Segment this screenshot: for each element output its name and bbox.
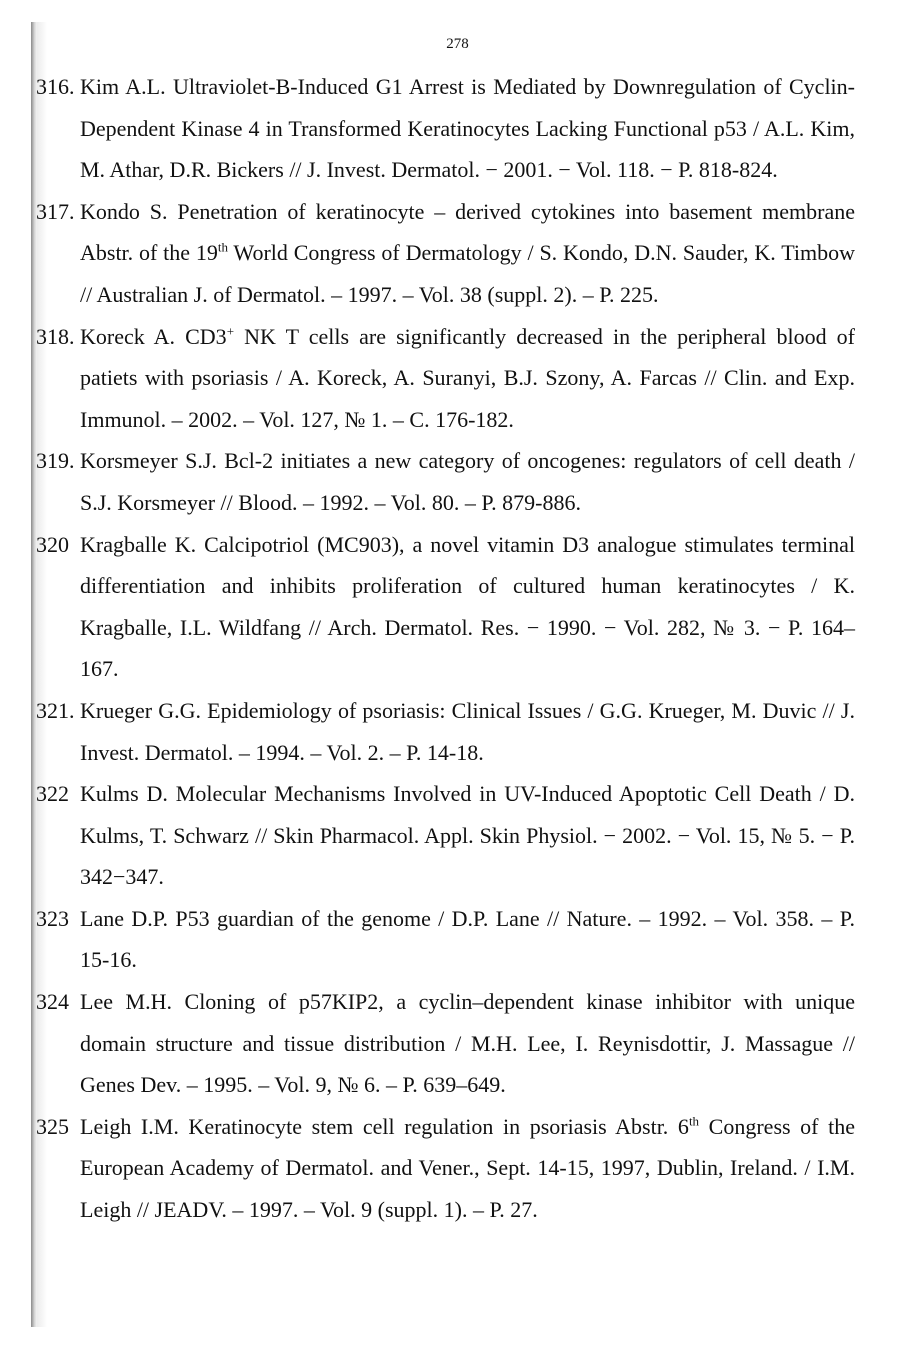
reference-text-part: NK T cells are significantly decreased in the peripheral blood of patiets with psoriasis / A. Koreck, A. Suranyi, B.J. Szony, A. Farcas // Clin. and Exp. Immunol. – 2002. – Vol. 127, № 1. – C. 176-182. xyxy=(80,323,855,432)
reference-text-part: Kragballe K. Calcipotriol (MC903), a novel vitamin D3 analogue stimulates terminal differentiation and inhibits proliferation of cultured human keratinocytes / K. Kragballe, I.L. Wildfang // Arch. Dermatol. Res. − 1990. − Vol. 282, № 3. − P. 164–167. xyxy=(80,531,855,682)
reference-text xyxy=(80,66,855,191)
reference-number: 321. xyxy=(36,697,75,723)
superscript: th xyxy=(688,1113,700,1129)
reference-number: 322 xyxy=(36,781,69,807)
reference-item-317 xyxy=(0,191,915,316)
reference-text xyxy=(80,1106,855,1231)
reference-text-part: Koreck A. CD3 xyxy=(80,323,227,349)
reference-text xyxy=(80,773,855,898)
reference-list xyxy=(0,66,915,1231)
reference-number: 323 xyxy=(36,905,69,931)
reference-number: 316. xyxy=(36,74,75,99)
reference-text xyxy=(80,191,855,316)
reference-item-319 xyxy=(0,440,915,523)
superscript: + xyxy=(226,323,235,339)
reference-number: 325 xyxy=(36,1113,69,1139)
reference-text-part: Krueger G.G. Epidemiology of psoriasis: Clinical Issues / G.G. Krueger, M. Duvic // J. Invest. Dermatol. – 1994. – Vol. 2. – P. 14-18. xyxy=(80,697,855,765)
reference-text xyxy=(80,981,855,1106)
reference-number: 324 xyxy=(36,989,69,1015)
reference-item-322 xyxy=(0,773,915,898)
reference-text-part: Kulms D. Molecular Mechanisms Involved in UV-Induced Apoptotic Cell Death / D. Kulms, T. Schwarz // Skin Pharmacol. Appl. Skin Physiol. − 2002. − Vol. 15, № 5. − P. 342−347. xyxy=(80,781,855,890)
reference-text-part: Korsmeyer S.J. Bcl-2 initiates a new category of oncogenes: regulators of cell death / S.J. Korsmeyer // Blood. – 1992. – Vol. 80. – P. 879-886. xyxy=(80,448,855,515)
reference-item-323 xyxy=(0,898,915,981)
reference-item-325 xyxy=(0,1106,915,1231)
reference-number: 320 xyxy=(36,531,69,557)
page-number: 278 xyxy=(446,36,469,52)
reference-text xyxy=(80,690,855,773)
reference-text-part: Leigh I.M. Keratinocyte stem cell regulation in psoriasis Abstr. 6 xyxy=(80,1113,689,1139)
reference-text xyxy=(80,898,855,981)
reference-number: 318. xyxy=(36,323,75,349)
reference-number: 319. xyxy=(36,448,75,474)
reference-number: 317. xyxy=(36,198,75,224)
reference-text-part: Lane D.P. P53 guardian of the genome / D.P. Lane // Nature. – 1992. – Vol. 358. – P. 15-16. xyxy=(80,905,855,973)
reference-item-324 xyxy=(0,981,915,1106)
reference-text-part: Congress of the European Academy of Dermatol. and Vener., Sept. 14-15, 1997, Dublin, Ireland. / I.M. Leigh // JEADV. – 1997. – Vol. 9 (suppl. 1). – P. 27. xyxy=(80,1113,856,1223)
reference-text-part: World Congress of Dermatology / S. Kondo, D.N. Sauder, K. Timbow // Australian J. of Dermatol. – 1997. – Vol. 38 (suppl. 2). – P. 225. xyxy=(80,240,855,307)
reference-item-318 xyxy=(0,316,915,441)
reference-item-321 xyxy=(0,690,915,773)
superscript: th xyxy=(217,240,228,256)
reference-item-316 xyxy=(0,66,915,191)
reference-text xyxy=(80,524,855,690)
reference-text-part: Kondo S. Penetration of keratinocyte – derived cytokines into basement membrane Abstr. of the 19 xyxy=(80,198,855,266)
reference-item-320 xyxy=(0,524,915,690)
reference-text xyxy=(80,440,855,523)
reference-text-part: Kim A.L. Ultraviolet-B-Induced G1 Arrest is Mediated by Downregulation of Cyclin-Dependent Kinase 4 in Transformed Keratinocytes Lacking Functional p53 / A.L. Kim, M. Athar, D.R. Bickers // J. Invest. Dermatol. − 2001. − Vol. 118. − P. 818-824. xyxy=(80,74,855,183)
reference-text-part: Lee M.H. Cloning of p57KIP2, a cyclin–dependent kinase inhibitor with unique domain structure and tissue distribution / M.H. Lee, I. Reynisdottir, J. Massague // Genes Dev. – 1995. – Vol. 9, № 6. – P. 639–649. xyxy=(80,989,855,1098)
reference-text xyxy=(80,316,855,441)
